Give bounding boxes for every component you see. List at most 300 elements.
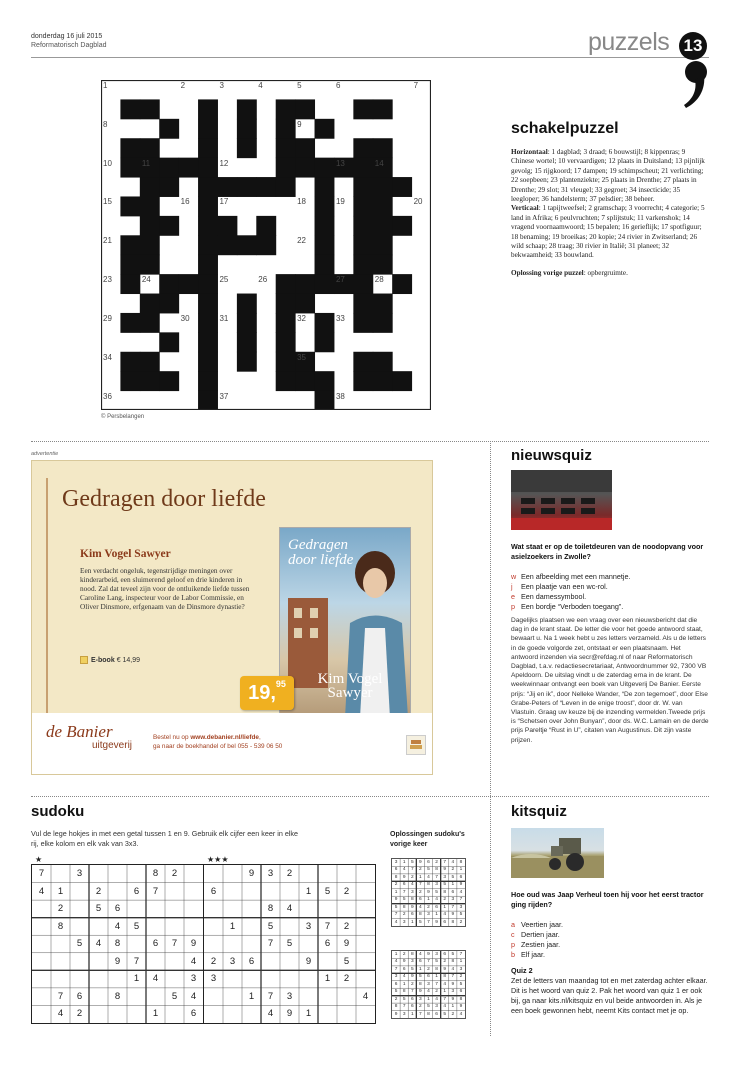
sudoku-cell: 9 bbox=[343, 938, 350, 950]
black-cell bbox=[140, 255, 160, 275]
solution-cell: 3 bbox=[419, 996, 422, 1002]
sudoku-cell[interactable] bbox=[280, 953, 299, 971]
solution-cell: 2 bbox=[410, 981, 414, 987]
sudoku-cell[interactable] bbox=[261, 953, 280, 971]
sudoku-cell[interactable] bbox=[146, 900, 165, 918]
sudoku-cell: 2 bbox=[95, 885, 102, 897]
black-cell bbox=[120, 371, 140, 391]
crossword-grid-lines bbox=[101, 80, 431, 410]
black-cell bbox=[373, 255, 393, 275]
clue-number: 27 bbox=[335, 275, 345, 285]
sudoku-cell[interactable] bbox=[204, 865, 223, 883]
black-cell bbox=[276, 294, 296, 314]
clue-number: 28 bbox=[374, 275, 384, 285]
sudoku-cell[interactable] bbox=[204, 935, 223, 953]
black-cell bbox=[217, 216, 237, 236]
section-brand: puzzels bbox=[588, 28, 670, 56]
sudoku-cell: 5 bbox=[343, 955, 350, 967]
black-cell bbox=[120, 99, 140, 119]
sudoku-cell[interactable] bbox=[299, 935, 318, 953]
sudoku-cell[interactable] bbox=[242, 1005, 261, 1023]
black-cell bbox=[295, 158, 315, 178]
solution-cell: 1 bbox=[459, 867, 463, 873]
sudoku-cell[interactable] bbox=[184, 883, 203, 901]
clue-number: 11 bbox=[141, 158, 151, 168]
clue-number: 23 bbox=[103, 275, 112, 285]
solution-cell: 6 bbox=[459, 874, 463, 880]
solution-cell: 9 bbox=[427, 889, 430, 895]
quiz2-title: Quiz 2 bbox=[511, 966, 533, 975]
horizontal-label: Horizontaal bbox=[511, 148, 548, 156]
option-item[interactable] bbox=[511, 940, 709, 950]
sudoku-cell[interactable] bbox=[223, 988, 242, 1006]
solution-cell: 9 bbox=[402, 874, 406, 880]
black-cell bbox=[315, 255, 335, 275]
solution-cell: 7 bbox=[443, 996, 447, 1002]
sudoku-cell[interactable] bbox=[51, 953, 70, 971]
clue-number: 25 bbox=[219, 275, 229, 285]
option-item[interactable] bbox=[511, 582, 709, 592]
solution-cell: 2 bbox=[410, 874, 414, 880]
sudoku-cell: 6 bbox=[152, 938, 159, 950]
sudoku-cell[interactable] bbox=[318, 900, 337, 918]
sudoku-cell[interactable] bbox=[280, 883, 299, 901]
black-cell bbox=[315, 313, 335, 333]
sudoku-cell[interactable] bbox=[299, 970, 318, 988]
sudoku-cell: 4 bbox=[190, 955, 197, 967]
solution-cell: 5 bbox=[402, 996, 406, 1002]
black-cell bbox=[159, 371, 179, 391]
solution-cell: 8 bbox=[435, 867, 438, 873]
sudoku-cell: 1 bbox=[324, 973, 331, 985]
solution-cell: 7 bbox=[443, 860, 447, 865]
sudoku-cell[interactable] bbox=[51, 865, 70, 883]
kitsquiz-title: kitsquiz bbox=[511, 803, 567, 820]
sudoku-cell[interactable] bbox=[261, 883, 280, 901]
black-cell bbox=[295, 138, 315, 158]
sudoku-cell: 5 bbox=[76, 938, 83, 950]
solution-cell: 9 bbox=[394, 1011, 398, 1017]
sudoku-cell[interactable] bbox=[165, 883, 184, 901]
sudoku-cell[interactable] bbox=[165, 900, 184, 918]
black-cell bbox=[237, 332, 257, 352]
clue-number: 15 bbox=[103, 197, 112, 207]
news-photo-scene bbox=[511, 470, 612, 530]
solution-cell: 8 bbox=[443, 974, 447, 980]
ebook-label: E-book bbox=[91, 656, 115, 664]
black-cell bbox=[179, 158, 199, 178]
clue-number: 2 bbox=[180, 81, 186, 90]
sudoku-cell[interactable] bbox=[356, 918, 375, 936]
sudoku-cell[interactable] bbox=[165, 953, 184, 971]
sudoku-cell[interactable] bbox=[356, 935, 375, 953]
solution-cell: 6 bbox=[435, 1011, 438, 1017]
sudoku-cell[interactable] bbox=[108, 1005, 127, 1023]
sudoku-cell[interactable] bbox=[356, 953, 375, 971]
black-cell bbox=[140, 99, 160, 119]
black-cell bbox=[140, 177, 160, 197]
sudoku-cell[interactable] bbox=[184, 918, 203, 936]
solution-cell: 7 bbox=[459, 952, 463, 957]
black-cell bbox=[120, 352, 140, 372]
solution-cell: 9 bbox=[410, 974, 414, 980]
black-cell bbox=[315, 391, 335, 410]
black-cell bbox=[315, 235, 335, 255]
solution-cell: 2 bbox=[443, 897, 447, 903]
sudoku-cell[interactable] bbox=[280, 970, 299, 988]
solution-cell: 8 bbox=[451, 959, 455, 965]
sudoku-cell: 1 bbox=[133, 973, 140, 985]
sudoku-cell[interactable] bbox=[204, 918, 223, 936]
black-cell bbox=[373, 313, 393, 333]
sudoku-cell[interactable] bbox=[356, 865, 375, 883]
crossword-credit: © Persbelangen bbox=[101, 414, 145, 420]
solution-cell: 5 bbox=[410, 966, 414, 972]
sudoku-cell[interactable] bbox=[261, 970, 280, 988]
black-cell bbox=[353, 235, 373, 255]
option-item[interactable] bbox=[511, 602, 709, 612]
solution-cell: 3 bbox=[435, 882, 438, 888]
previous-solution-text: : opbergruimte. bbox=[583, 268, 628, 277]
sudoku-cell[interactable] bbox=[146, 918, 165, 936]
black-cell bbox=[198, 391, 218, 410]
black-cell bbox=[373, 371, 393, 391]
sudoku-cell[interactable] bbox=[32, 918, 51, 936]
sudoku-cell[interactable] bbox=[318, 953, 337, 971]
solution-cell: 1 bbox=[419, 966, 422, 972]
clue-number: 35 bbox=[297, 352, 307, 362]
black-cell bbox=[237, 313, 257, 333]
solution-cell: 2 bbox=[394, 996, 398, 1002]
sudoku-cell: 8 bbox=[152, 868, 159, 879]
sudoku-cell: 8 bbox=[267, 903, 274, 915]
solution-cell: 9 bbox=[459, 882, 463, 888]
sudoku-cell: 1 bbox=[152, 1008, 159, 1020]
black-cell bbox=[315, 332, 335, 352]
solution-cell: 9 bbox=[410, 904, 414, 910]
black-cell bbox=[353, 138, 373, 158]
sudoku-cell: 4 bbox=[267, 1008, 274, 1020]
black-cell bbox=[159, 274, 179, 294]
solution-cell: 7 bbox=[427, 919, 430, 925]
solution-cell: 3 bbox=[410, 959, 414, 965]
black-cell bbox=[315, 196, 335, 216]
solution-cell: 9 bbox=[443, 966, 447, 972]
sudoku-cell[interactable] bbox=[108, 883, 127, 901]
sudoku-cell: 2 bbox=[343, 920, 350, 932]
solution-cell: 5 bbox=[419, 974, 422, 980]
clue-number: 3 bbox=[219, 81, 224, 90]
sudoku-cell[interactable] bbox=[165, 970, 184, 988]
solution-cell: 2 bbox=[459, 974, 463, 980]
option-item[interactable] bbox=[511, 592, 709, 602]
solution-cell: 4 bbox=[410, 882, 414, 888]
sudoku-cell[interactable] bbox=[242, 918, 261, 936]
sudoku-cell[interactable] bbox=[70, 970, 89, 988]
solution-cell: 3 bbox=[435, 1004, 438, 1010]
solution-cell: 2 bbox=[427, 904, 430, 910]
option-item[interactable] bbox=[511, 950, 709, 960]
sudoku-cell[interactable] bbox=[127, 935, 146, 953]
sudoku-cell: 5 bbox=[171, 990, 178, 1002]
black-cell bbox=[237, 138, 257, 158]
black-cell bbox=[159, 216, 179, 236]
sudoku-cell[interactable] bbox=[356, 1005, 375, 1023]
sudoku-cell: 6 bbox=[76, 990, 83, 1002]
sudoku-cell: 6 bbox=[133, 885, 140, 897]
solution-cell: 6 bbox=[427, 974, 430, 980]
solution-cell: 6 bbox=[427, 860, 430, 865]
solution-cell: 8 bbox=[410, 897, 414, 903]
solution-cell: 4 bbox=[435, 897, 438, 903]
clue-number: 36 bbox=[103, 391, 112, 401]
solution-cell: 2 bbox=[435, 860, 438, 865]
black-cell bbox=[392, 216, 412, 236]
clue-number: 18 bbox=[297, 197, 307, 207]
solution-cell: 5 bbox=[427, 867, 430, 873]
clue-number: 6 bbox=[335, 81, 341, 90]
solution-cell: 8 bbox=[435, 966, 438, 972]
solution-cell: 6 bbox=[443, 952, 447, 957]
sudoku-cell[interactable] bbox=[356, 883, 375, 901]
option-key: e bbox=[511, 592, 515, 601]
sudoku-cell[interactable] bbox=[108, 970, 127, 988]
solution-cell: 7 bbox=[402, 889, 406, 895]
sudoku-cell[interactable] bbox=[204, 900, 223, 918]
solution-cell: 6 bbox=[402, 882, 406, 888]
order-prefix: Bestel nu op bbox=[153, 734, 191, 741]
sudoku-cell[interactable] bbox=[223, 865, 242, 883]
sudoku-cell[interactable] bbox=[280, 918, 299, 936]
order-suffix: , bbox=[258, 734, 261, 741]
clue-number: 17 bbox=[219, 197, 229, 207]
sudoku-cell[interactable] bbox=[127, 1005, 146, 1023]
sudoku-cell[interactable] bbox=[165, 1005, 184, 1023]
sudoku-cell[interactable] bbox=[89, 918, 108, 936]
black-cell bbox=[276, 371, 296, 391]
solution-cell: 2 bbox=[419, 867, 422, 873]
black-cell bbox=[198, 352, 218, 372]
comma-logo-icon bbox=[682, 60, 708, 110]
solution-cell: 3 bbox=[443, 874, 447, 880]
solution-cell: 9 bbox=[419, 860, 422, 865]
solution-cell: 2 bbox=[451, 1011, 455, 1017]
sudoku-cell[interactable] bbox=[223, 970, 242, 988]
black-cell bbox=[353, 158, 373, 178]
sudoku-cell[interactable] bbox=[32, 900, 51, 918]
clue-number: 16 bbox=[180, 197, 190, 207]
solution-cell: 1 bbox=[451, 882, 455, 888]
sudoku-cell[interactable] bbox=[127, 988, 146, 1006]
sudoku-cell[interactable] bbox=[223, 935, 242, 953]
black-cell bbox=[120, 255, 140, 275]
tractor-photo bbox=[511, 828, 604, 878]
sudoku-cell[interactable] bbox=[337, 1005, 356, 1023]
black-cell bbox=[140, 196, 160, 216]
option-key: c bbox=[511, 930, 515, 939]
sudoku-cell: 9 bbox=[190, 938, 197, 950]
sudoku-cell[interactable] bbox=[204, 988, 223, 1006]
black-cell bbox=[276, 119, 296, 139]
sudoku-cell[interactable] bbox=[204, 1005, 223, 1023]
black-cell bbox=[140, 371, 160, 391]
black-cell bbox=[256, 216, 276, 236]
sudoku-cell[interactable] bbox=[51, 970, 70, 988]
clue-number: 37 bbox=[219, 391, 229, 401]
solution-cell: 7 bbox=[435, 981, 438, 987]
sudoku-cell[interactable] bbox=[242, 883, 261, 901]
sudoku-cell[interactable] bbox=[32, 953, 51, 971]
sudoku-cell[interactable] bbox=[337, 988, 356, 1006]
sudoku-cell[interactable] bbox=[165, 918, 184, 936]
solution-cell: 5 bbox=[459, 912, 463, 918]
sudoku-cell: 7 bbox=[133, 955, 140, 967]
sudoku-cell[interactable] bbox=[184, 900, 203, 918]
solution-cell: 5 bbox=[435, 959, 438, 965]
black-cell bbox=[353, 313, 373, 333]
order-link[interactable]: www.debanier.nl/liefde bbox=[190, 734, 259, 741]
black-cell bbox=[392, 274, 412, 294]
sudoku-cell[interactable] bbox=[32, 988, 51, 1006]
black-cell bbox=[315, 216, 335, 236]
sudoku-cell[interactable] bbox=[356, 970, 375, 988]
sudoku-cell[interactable] bbox=[337, 900, 356, 918]
sudoku-cell[interactable] bbox=[299, 865, 318, 883]
solution-cell: 1 bbox=[427, 996, 430, 1002]
sudoku-cell: 4 bbox=[286, 903, 293, 915]
sudoku-cell: 4 bbox=[362, 990, 369, 1002]
sudoku-cell[interactable] bbox=[242, 900, 261, 918]
sudoku-cell[interactable] bbox=[70, 900, 89, 918]
option-item[interactable] bbox=[511, 572, 709, 582]
solution-cell: 2 bbox=[451, 867, 455, 873]
sudoku-cell[interactable] bbox=[223, 883, 242, 901]
clue-number: 34 bbox=[103, 352, 112, 362]
solution-cell: 8 bbox=[419, 912, 422, 918]
solution-cell: 4 bbox=[443, 912, 447, 918]
sudoku-cell[interactable] bbox=[146, 953, 165, 971]
sudoku-cell[interactable] bbox=[318, 1005, 337, 1023]
sudoku-cell[interactable] bbox=[146, 988, 165, 1006]
sudoku-cell: 2 bbox=[343, 885, 350, 897]
sudoku-cell: 2 bbox=[57, 903, 64, 915]
news-photo bbox=[511, 470, 612, 530]
sudoku-cell[interactable] bbox=[299, 900, 318, 918]
sudoku-cell[interactable] bbox=[223, 1005, 242, 1023]
option-text: Veertien jaar. bbox=[521, 920, 563, 929]
sudoku-cell[interactable] bbox=[89, 1005, 108, 1023]
solution-cell: 2 bbox=[443, 959, 447, 965]
sudoku-cell[interactable] bbox=[70, 953, 89, 971]
sudoku-cell[interactable] bbox=[337, 865, 356, 883]
solution-cell: 2 bbox=[419, 889, 422, 895]
black-cell bbox=[198, 138, 218, 158]
solution-cell: 4 bbox=[427, 874, 430, 880]
solution-cell: 1 bbox=[427, 897, 430, 903]
sudoku-cell[interactable] bbox=[318, 865, 337, 883]
sudoku-cell: 6 bbox=[324, 938, 331, 950]
quiz2-text: Zet de letters van maandag tot en met zaterdag achter elkaar. Dit is het woord van quiz 2. Pak het woord van quiz 1 er ook bij, ga naar kits.nl/kitsquiz en vul beide antwoorden in. Als je een boek gewonnen hebt, neemt Kits contact met je op. bbox=[511, 976, 708, 1015]
sudoku-cell[interactable] bbox=[242, 935, 261, 953]
black-cell bbox=[237, 119, 257, 139]
option-key: w bbox=[511, 572, 517, 581]
sudoku-cell[interactable] bbox=[32, 970, 51, 988]
sudoku-cell[interactable] bbox=[32, 1005, 51, 1023]
header-rule bbox=[31, 57, 709, 58]
sudoku-cell[interactable] bbox=[89, 988, 108, 1006]
sudoku-cell[interactable] bbox=[108, 865, 127, 883]
sudoku-cell: 2 bbox=[343, 973, 350, 985]
solution-cell: 1 bbox=[410, 919, 414, 925]
clue-number: 20 bbox=[413, 197, 423, 207]
sudoku-cell[interactable] bbox=[89, 865, 108, 883]
sudoku-cell[interactable] bbox=[70, 883, 89, 901]
nieuwsquiz-info: Dagelijks plaatsen we een vraag over een nieuwsbericht dat die dag in de krant staat. De letter die voor het goede antwoord staat, bewaart u. Na 1 week hebt u zes letters verzameld. Als u de letters in de goede volgorde zet, ontstaat er een plaatsnaam. Het antwoord inzenden via secr@refdag.nl of naar Reformatorisch Dagblad, t.a.v. redactiesecretariaat, Antwoordnummer 92, 7300 VB Apeldoorn. De uitslag vindt u de zaterdag erna in de krant. De weekwinnaar ontvangt een boek van Uitgeverij De Banier. Eerste prijs: “Jij en ik”, door Nelleke Wander, “De zon tegemoet”, door Else Grabe-Peters of “Leven in de enige troost”, door dr. W. van Vlastuin. Graag uw keuze bij de inzending vermelden.Tweede prijs is “Schetsen over John Bunyan”, door ds. W.C. Lamain en de derde prijs Pareltje “Rust in U”, citaten van Augustinus. Dit zijn vaste prijzen. bbox=[511, 617, 709, 744]
black-cell bbox=[353, 177, 373, 197]
sudoku-solution-2 bbox=[391, 950, 466, 1019]
divider bbox=[31, 796, 709, 797]
sudoku-cell[interactable] bbox=[70, 918, 89, 936]
sudoku-cell[interactable] bbox=[89, 970, 108, 988]
sudoku-cell: 1 bbox=[248, 990, 255, 1002]
clue-number: 26 bbox=[258, 275, 268, 285]
sudoku-cell[interactable] bbox=[127, 865, 146, 883]
black-cell bbox=[140, 294, 160, 314]
solution-cell: 7 bbox=[419, 1011, 422, 1017]
solution-cell: 4 bbox=[419, 904, 422, 910]
horizontal-clues: : 1 dagblad; 3 draad; 6 bouwstijl; 8 kippenras; 9 Chinese wortel; 10 vervaardigen; 12 plaats in Duitsland; 13 pijnlijk gevolg; 15 rijgkoord; 17 dampen; 19 schimpscheut; 21 verlichting; 22 soepbeen; 23 plantenziekte; 25 plaats in Drenthe; 27 plaats in Drenthe; 29 slot; 31 vleugel; 33 gegroet; 34 insecticide; 35 leegloper; 36 handelsterm; 37 pelsdier; 38 beheer. bbox=[511, 148, 705, 204]
sudoku-cell[interactable] bbox=[32, 935, 51, 953]
solution-cell: 7 bbox=[419, 882, 422, 888]
option-item[interactable] bbox=[511, 920, 709, 930]
solution-cell: 5 bbox=[443, 882, 447, 888]
solution-cell: 1 bbox=[394, 952, 398, 957]
black-cell bbox=[373, 99, 393, 119]
black-cell bbox=[392, 177, 412, 197]
clue-number: 31 bbox=[219, 313, 229, 323]
option-key: a bbox=[511, 920, 515, 929]
clue-number: 22 bbox=[297, 236, 307, 246]
sudoku-cell: 1 bbox=[57, 885, 64, 897]
solution-cell: 4 bbox=[451, 966, 455, 972]
solution-cell: 3 bbox=[451, 897, 455, 903]
solution-cell: 2 bbox=[394, 882, 398, 888]
solution-cell: 4 bbox=[443, 981, 447, 987]
ad-label: advertentie bbox=[31, 451, 59, 457]
solution-cell: 3 bbox=[394, 860, 398, 865]
sudoku-cell[interactable] bbox=[184, 865, 203, 883]
nieuwsquiz-options bbox=[511, 572, 709, 612]
option-item[interactable] bbox=[511, 930, 709, 940]
black-cell bbox=[120, 274, 140, 294]
solution-cell: 3 bbox=[402, 1011, 406, 1017]
solution-cell: 3 bbox=[427, 912, 430, 918]
clue-number: 5 bbox=[297, 81, 302, 90]
clue-number: 14 bbox=[374, 158, 384, 168]
sudoku-cell[interactable] bbox=[223, 900, 242, 918]
sudoku-cell[interactable] bbox=[89, 953, 108, 971]
sudoku-cell[interactable] bbox=[242, 970, 261, 988]
sudoku-cell[interactable] bbox=[51, 935, 70, 953]
sudoku-cell[interactable] bbox=[318, 988, 337, 1006]
black-cell bbox=[392, 371, 412, 391]
solution-cell: 6 bbox=[451, 889, 455, 895]
solution-cell: 4 bbox=[402, 867, 406, 873]
sudoku-cell[interactable] bbox=[299, 988, 318, 1006]
sudoku-cell[interactable] bbox=[356, 900, 375, 918]
solution-cell: 9 bbox=[451, 912, 455, 918]
sudoku-cell[interactable] bbox=[127, 900, 146, 918]
